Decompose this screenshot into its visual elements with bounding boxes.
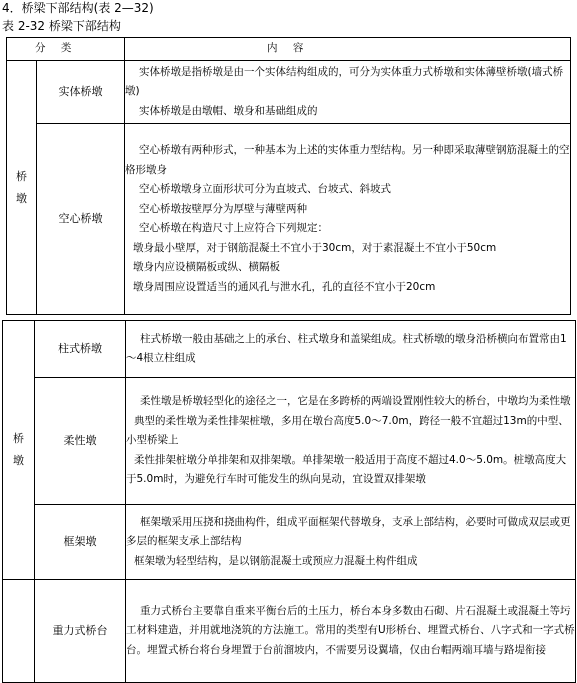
table-row: [7, 61, 571, 124]
table-row: [3, 580, 576, 683]
row-name-flexible-pier: 柔性墩: [35, 378, 126, 505]
row-content-gravity-abutment: 重力式桥台主要靠自重来平衡台后的土压力，桥台本身多数由石砌、片石混凝土或混凝土等圬工材料建造，并用就地浇筑的方法施工。常用的类型有U形桥台、埋置式桥台、八字式和一字式桥台。埋置式桥台将台身埋置于台前溜坡内，不需要另设翼墙，仅由台帽两端耳墙与路堤衔接: [126, 580, 576, 683]
row-content-solid-pier: 实体桥墩是指桥墩是由一个实体结构组成的，可分为实体重力式桥墩和实体薄壁桥墩(墙式桥墩) 实体桥墩是由墩帽、墩身和基础组成的: [125, 61, 571, 124]
row-name-gravity-abutment: 重力式桥台: [35, 580, 126, 683]
group-label-pier: 桥 墩: [3, 321, 35, 580]
section-heading: 4．桥梁下部结构(表 2—32): [2, 1, 154, 15]
row-name-frame-pier: 框架墩: [35, 505, 126, 580]
table-row: [3, 505, 576, 580]
table-row: [3, 378, 576, 505]
row-content-flexible-pier: 柔性墩是桥墩轻型化的途径之一，它是在多跨桥的两端设置刚性较大的桥台，中墩均为柔性墩 典型的柔性墩为柔性排架桩墩，多用在墩台高度5.0～7.0m，跨径一般不宜超过13m的中型、小型桥梁上 柔性排架桩墩分单排架和双排架墩。单排架墩一般适用于高度不超过4.0～5.0m。桩墩高度大于5.0m时，为避免行车时可能发生的纵向晃动，宜设置双排架墩: [126, 378, 576, 505]
table-header-row: [7, 38, 571, 61]
row-name-hollow-pier: 空心桥墩: [37, 124, 125, 315]
row-name-column-pier: 柱式桥墩: [35, 321, 126, 378]
row-name-solid-pier: 实体桥墩: [37, 61, 125, 124]
row-content-frame-pier: 框架墩采用压挠和挠曲构件，组成平面框架代替墩身，支承上部结构，必要时可做成双层或更多层的框架支承上部结构 框架墩为轻型结构，是以钢筋混凝土或预应力混凝土构件组成: [126, 505, 576, 580]
header-content: 内 容: [125, 38, 571, 61]
table-title: 表 2-32 桥梁下部结构: [2, 19, 121, 33]
row-content-hollow-pier: 空心桥墩有两种形式，一种基本为上述的实体重力型结构。另一种即采取薄壁钢筋混凝土的空格形墩身 空心桥墩墩身立面形状可分为直坡式、台坡式、斜坡式 空心桥墩按壁厚分为厚壁与薄壁两种 空心桥墩在构造尺寸上应符合下列规定： 墩身最小壁厚，对于钢筋混凝土不宜小于30cm，对于素混凝土不宜小于50cm 墩身内应设横隔板或纵、横隔板 墩身周围应设置适当的通风孔与泄水孔，孔的直径不宜小于20cm: [125, 124, 571, 315]
group-label-abutment: [3, 580, 35, 683]
group-label-pier: 桥 墩: [7, 61, 37, 315]
substructure-table-part1: [6, 37, 571, 315]
substructure-table-part2: [2, 320, 576, 683]
table-row: [7, 124, 571, 315]
header-category: 分 类: [7, 38, 125, 61]
table-row: [3, 321, 576, 378]
row-content-column-pier: 柱式桥墩一般由基础之上的承台、柱式墩身和盖梁组成。柱式桥墩的墩身沿桥横向布置常由1～4根立柱组成: [126, 321, 576, 378]
